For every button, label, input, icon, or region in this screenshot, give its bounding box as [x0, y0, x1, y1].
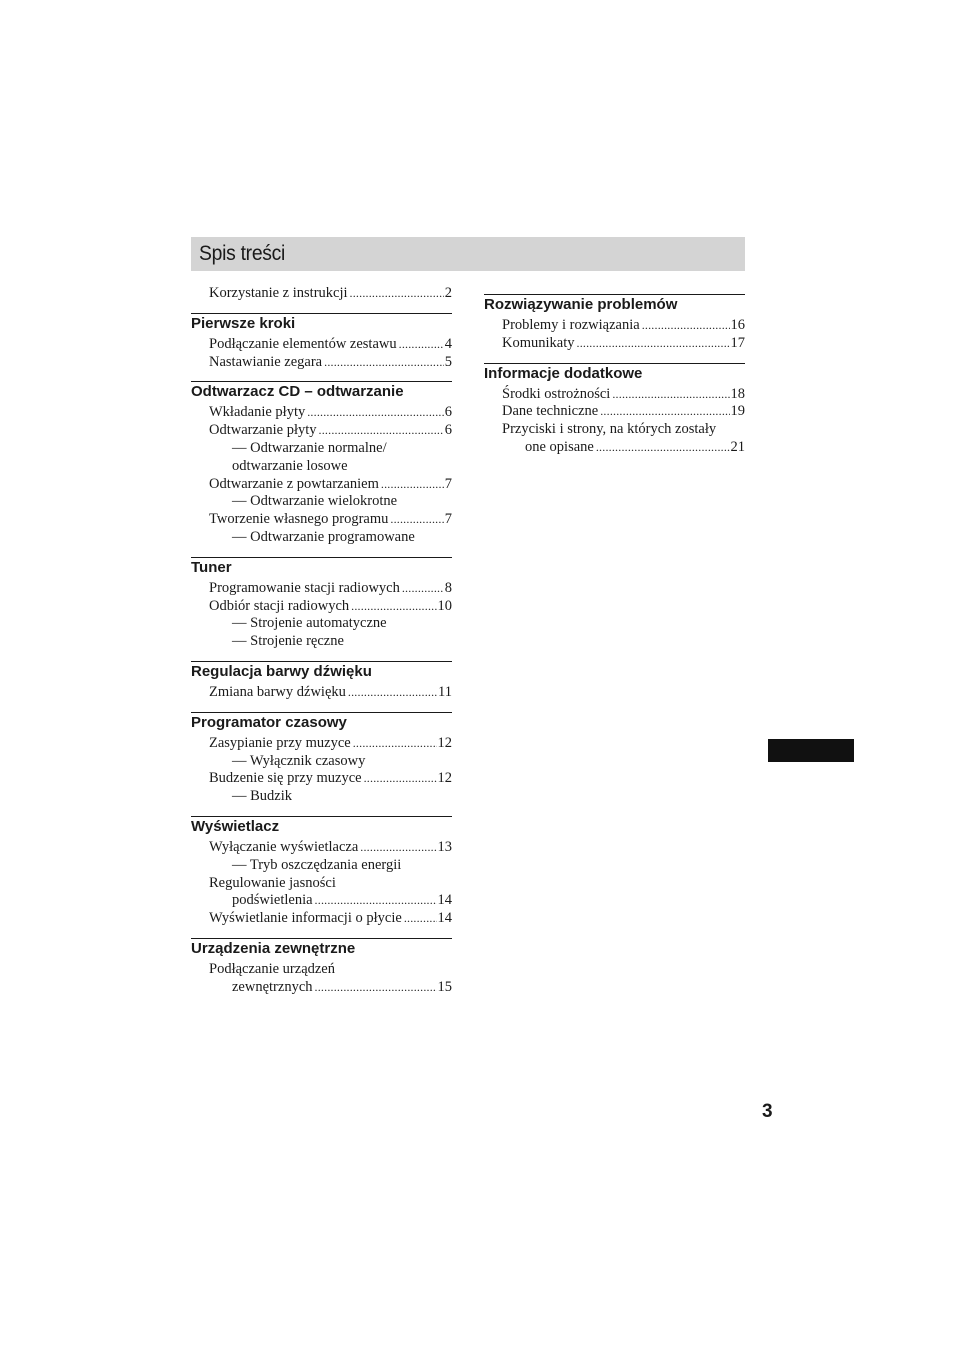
toc-entry — [484, 335, 745, 353]
toc-section — [191, 661, 452, 702]
toc-entry-page: 14 — [437, 892, 452, 909]
dot-leader — [364, 770, 437, 788]
toc-entry-label: Budzenie się przy muzyce — [209, 770, 362, 787]
dot-leader — [600, 403, 729, 421]
toc-entry-page: 18 — [730, 385, 745, 402]
toc-section — [484, 294, 745, 353]
toc-section — [191, 313, 452, 372]
toc-entry-text: Podłączanie urządzeń — [209, 960, 335, 977]
section-heading: Tuner — [191, 557, 452, 580]
dot-leader — [390, 511, 443, 529]
toc-entry — [191, 892, 452, 910]
toc-entry-page: 10 — [437, 597, 452, 614]
dot-leader — [577, 335, 730, 353]
toc-subentry: — Odtwarzanie wielokrotne — [232, 493, 398, 510]
toc-entry-page: 6 — [444, 422, 452, 439]
toc-entry-page: 14 — [437, 910, 452, 927]
dot-leader — [351, 598, 436, 616]
toc-entry-page: 7 — [444, 511, 452, 528]
toc-entry-page: 12 — [437, 770, 452, 787]
dot-leader — [315, 892, 437, 910]
dot-leader — [596, 439, 730, 457]
toc-entry-page: 6 — [444, 404, 452, 421]
dot-leader — [402, 580, 444, 598]
toc-entry — [191, 285, 452, 303]
toc-entry — [191, 422, 452, 440]
dot-leader — [360, 839, 436, 857]
toc-entry — [191, 336, 452, 354]
toc-column-right — [484, 294, 745, 457]
toc-entry — [191, 476, 452, 494]
section-heading: Urządzenia zewnętrzne — [191, 938, 452, 961]
section-heading: Programator czasowy — [191, 712, 452, 735]
toc-entry-page: 16 — [730, 317, 745, 333]
toc-entry-label: zewnętrznych — [232, 978, 313, 995]
toc-entry-label: Zasypianie przy muzyce — [209, 734, 351, 751]
toc-section — [191, 557, 452, 651]
toc-entry-label: one opisane — [525, 438, 594, 455]
toc-subentry: odtwarzanie losowe — [232, 457, 348, 474]
toc-entry-label: Dane techniczne — [502, 403, 599, 420]
dot-leader — [319, 422, 444, 440]
dot-leader — [404, 910, 437, 928]
toc-entry-text: Przyciski i strony, na których zostały — [502, 421, 717, 438]
toc-section — [191, 816, 452, 928]
toc-section — [191, 712, 452, 806]
section-heading: Pierwsze kroki — [191, 313, 452, 336]
toc-entry-label: Środki ostrożności — [502, 385, 611, 402]
toc-subentry: — Odtwarzanie normalne/ — [232, 439, 387, 456]
toc-entry-label: Korzystanie z instrukcji — [209, 285, 348, 301]
toc-subentry: — Strojenie automatyczne — [232, 615, 387, 632]
toc-subentry: — Budzik — [232, 788, 293, 805]
toc-entry-page: 11 — [438, 683, 452, 700]
toc-entry-page: 17 — [730, 334, 745, 351]
dot-leader — [381, 476, 444, 494]
toc-entry-label: Zmiana barwy dźwięku — [209, 683, 346, 700]
toc-subentry: — Tryb oszczędzania energii — [232, 856, 402, 873]
toc-entry-label: Wyświetlanie informacji o płycie — [209, 910, 402, 927]
toc-entry — [191, 839, 452, 857]
toc-entry-page: 13 — [437, 838, 452, 855]
toc-entry-label: Tworzenie własnego programu — [209, 511, 389, 528]
toc-entry — [484, 439, 745, 457]
toc-entry-label: Wkładanie płyty — [209, 404, 306, 421]
toc-entry — [191, 511, 452, 529]
toc-section — [191, 938, 452, 997]
toc-entry — [191, 979, 452, 997]
toc-entry-label: Odtwarzanie płyty — [209, 422, 317, 439]
dot-leader — [324, 354, 444, 372]
title-band — [191, 237, 745, 271]
section-heading: Rozwiązywanie problemów — [484, 294, 745, 317]
toc-entry-label: Nastawianie zegara — [209, 353, 323, 370]
section-heading: Informacje dodatkowe — [484, 363, 745, 386]
toc-subentry: — Strojenie ręczne — [232, 633, 344, 650]
toc-entry — [191, 598, 452, 616]
toc-entry-page: 21 — [730, 438, 745, 455]
dot-leader — [399, 336, 444, 354]
toc-entry-label: Programowanie stacji radiowych — [209, 579, 400, 596]
toc-entry — [191, 354, 452, 372]
dot-leader — [348, 684, 437, 702]
toc-entry-label: Podłączanie elementów zestawu — [209, 335, 397, 352]
dot-leader — [642, 317, 730, 335]
dot-leader — [315, 979, 437, 997]
dot-leader — [307, 404, 444, 422]
toc-entry-page: 19 — [730, 403, 745, 420]
section-heading: Regulacja barwy dźwięku — [191, 661, 452, 684]
toc-entry-page: 2 — [444, 285, 452, 301]
toc-entry — [191, 735, 452, 753]
toc-entry — [191, 404, 452, 422]
toc-entry-page: 4 — [444, 335, 452, 352]
toc-entry — [191, 770, 452, 788]
toc-entry — [191, 580, 452, 598]
toc-entry-page: 7 — [444, 475, 452, 492]
section-heading: Wyświetlacz — [191, 816, 452, 839]
toc-section — [191, 381, 452, 546]
toc-subentry: — Wyłącznik czasowy — [232, 752, 366, 769]
section-heading: Odtwarzacz CD – odtwarzanie — [191, 381, 452, 404]
toc-column-left — [191, 285, 452, 997]
toc-entry-page: 5 — [444, 353, 452, 370]
toc-entry-label: podświetlenia — [232, 892, 313, 909]
toc-entry — [484, 403, 745, 421]
toc-section — [191, 285, 452, 303]
section-tab-marker — [768, 739, 854, 762]
page-number: 3 — [762, 1101, 773, 1122]
toc-section — [484, 363, 745, 457]
toc-entry-label: Wyłączanie wyświetlacza — [209, 838, 359, 855]
toc-entry-text: Regulowanie jasności — [209, 874, 336, 891]
toc-entry-label: Odbiór stacji radiowych — [209, 597, 350, 614]
toc-entry-label: Odtwarzanie z powtarzaniem — [209, 475, 379, 492]
toc-entry — [484, 317, 745, 335]
toc-entry-label: Problemy i rozwiązania — [502, 317, 640, 333]
page-title: Spis treści — [199, 242, 286, 265]
toc-subentry: — Odtwarzanie programowane — [232, 528, 415, 545]
dot-leader — [350, 285, 444, 303]
toc-entry — [191, 910, 452, 928]
toc-entry — [484, 386, 745, 404]
toc-entry-page: 12 — [437, 734, 452, 751]
dot-leader — [612, 386, 729, 404]
toc-entry — [191, 684, 452, 702]
dot-leader — [353, 735, 437, 753]
toc-entry-page: 15 — [437, 978, 452, 995]
toc-entry-page: 8 — [444, 579, 452, 596]
toc-entry-label: Komunikaty — [502, 334, 575, 351]
